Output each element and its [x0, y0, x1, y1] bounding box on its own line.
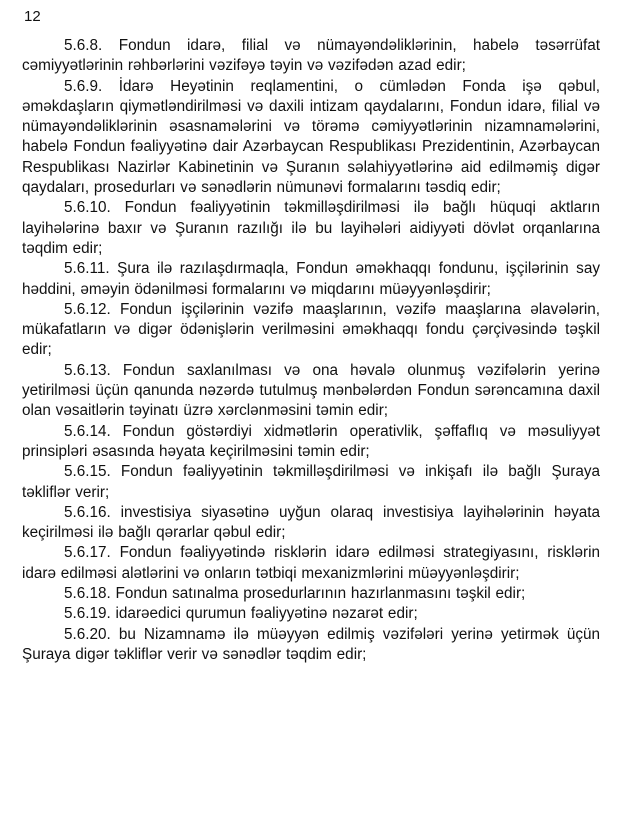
clause-paragraph [22, 77, 600, 199]
clause-number: 5.6.11. [64, 260, 110, 278]
clause-number: 5.6.15. [64, 463, 111, 481]
clause-number: 5.6.20. [64, 625, 111, 643]
clause-paragraph [22, 503, 600, 544]
clause-text: Fondun işçilərinin vəzifə maaşlarının, vəzifə maaşlarına əlavələrin, mükafatların və digər ödənişlərin verilməsini əməkhaqqı fondu çərçivəsində təşkil edir; [22, 300, 600, 359]
clause-number: 5.6.17. [64, 544, 111, 562]
clause-number: 5.6.16. [64, 503, 111, 521]
clause-text: Fondun fəaliyyətinin təkmilləşdirilməsi və inkişafı ilə bağlı Şuraya təkliflər verir; [22, 463, 600, 501]
clause-number: 5.6.8. [64, 37, 103, 54]
clause-text: Fondun saxlanılması və ona həvalə olunmuş vəzifələrin yerinə yetirilməsi üçün qanunda nəzərdə tutulmuş mənbələrdən Fondun sərəncamına daxil olan vəsaitlərin təyinatı üzrə xərclənməsini təmin edir; [22, 361, 600, 420]
clause-text: İdarə Heyətinin reqlamentini, o cümlədən Fonda işə qəbul, əməkdaşların qiymətləndirilməsi və daxili intizam qaydalarını, Fondun idarə, filial və nümayəndəliklərinin əsasnamələrini və törəmə cəmiyyətlərinin nizamnamələrini, habelə Fondun fəaliyyətinə dair Azərbaycan Respublikası Prezidentinin, Azərbaycan Respublikası Nazirlər Kabinetinin və Şuranın səlahiyyətlərinə aid edilməmiş digər qaydaları, prosedurları və sənədlərin nümunəvi formalarını təsdiq edir; [22, 77, 600, 197]
clause-text: Fondun fəaliyyətində risklərin idarə edilməsi strategiyasını, risklərin idarə edilməsi alətlərini və onların tətbiqi mexanizmlərini müəyyənləşdirir; [22, 544, 600, 582]
clause-paragraph [22, 584, 600, 604]
clause-paragraph [22, 300, 600, 361]
clause-text: Fondun göstərdiyi xidmətlərin operativlik, şəffaflıq və məsuliyyət prinsipləri əsasında həyata keçirilməsini təmin edir; [22, 422, 600, 460]
clause-text: bu Nizamnamə ilə müəyyən edilmiş vəzifələri yerinə yetirmək üçün Şuraya digər təkliflər verir və sənədlər təqdim edir; [22, 625, 600, 663]
clause-paragraph [22, 625, 600, 666]
clause-text: Fondun satınalma prosedurlarının hazırlanmasını təşkil edir; [110, 585, 526, 603]
clause-number: 5.6.18. [64, 585, 111, 603]
clause-paragraph [22, 361, 600, 422]
clause-number: 5.6.19. [64, 605, 111, 623]
clause-text: idarəedici qurumun fəaliyyətinə nəzarət edir; [110, 605, 418, 623]
clause-number: 5.6.12. [64, 300, 111, 318]
clause-paragraph [22, 198, 600, 259]
clause-paragraph [22, 462, 600, 503]
clause-number: 5.6.9. [64, 77, 103, 95]
clause-number: 5.6.14. [64, 422, 111, 440]
clause-paragraph [22, 422, 600, 463]
clause-number: 5.6.13. [64, 361, 111, 379]
clause-paragraph [22, 543, 600, 584]
clause-number: 5.6.10. [64, 199, 111, 217]
clause-paragraph [22, 36, 600, 77]
clause-paragraph [22, 259, 600, 300]
clause-paragraph [22, 604, 600, 624]
clause-text: Fondun idarə, filial və nümayəndəliklərinin, habelə təsərrüfat cəmiyyətlərinin rəhbərlərini vəzifəyə təyin və vəzifədən azad edir; [22, 37, 600, 75]
clause-text: Fondun fəaliyyətinin təkmilləşdirilməsi ilə bağlı hüquqi aktların layihələrinə baxır və Şuranın razılığı ilə bu layihələri aidiyyəti dövlət orqanlarına təqdim edir; [22, 199, 600, 257]
page-number: 12 [24, 8, 41, 25]
document-body [22, 36, 600, 665]
clause-text: Şura ilə razılaşdırmaqla, Fondun əməkhaqqı fondunu, işçilərinin say həddini, əməyin ödənilməsi formalarını və miqdarını müəyyənləşdirir; [22, 260, 600, 298]
clause-text: investisiya siyasətinə uyğun olaraq investisiya layihələrinin həyata keçirilməsi ilə bağlı qərarlar qəbul edir; [22, 503, 600, 542]
